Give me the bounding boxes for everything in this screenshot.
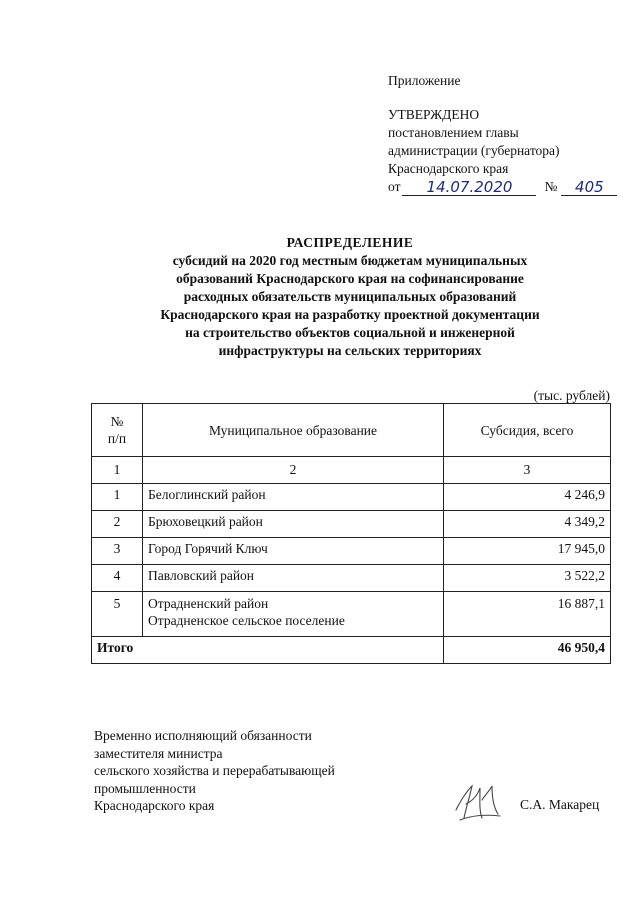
row-name: Белоглинский район	[143, 484, 444, 511]
row-amount: 3 522,2	[444, 565, 611, 592]
header-name: Муниципальное образование	[143, 404, 444, 457]
row-name-cell	[143, 592, 444, 637]
approval-line-2: администрации (губернатора)	[388, 143, 560, 158]
row-name: Павловский район	[143, 565, 444, 592]
table-row	[92, 592, 611, 637]
total-value: 46 950,4	[444, 637, 611, 664]
handwritten-date: 14.07.2020	[402, 179, 536, 196]
table-row	[92, 484, 611, 511]
row-amount: 16 887,1	[444, 592, 611, 637]
signatory-line: промышленности	[94, 780, 196, 796]
row-name: Брюховецкий район	[143, 511, 444, 538]
header-amount: Субсидия, всего	[444, 404, 611, 457]
column-index: 3	[444, 457, 611, 484]
title-line: инфраструктуры на сельских территориях	[218, 343, 482, 358]
title-main: РАСПРЕДЕЛЕНИЕ	[286, 235, 414, 250]
table-header-row	[92, 404, 611, 457]
signatory-block	[94, 727, 335, 815]
unit-label: (тыс. рублей)	[533, 388, 610, 403]
approved-label: УТВЕРЖДЕНО	[388, 107, 480, 122]
row-number: 4	[92, 565, 143, 592]
column-index: 1	[92, 457, 143, 484]
handwritten-number: 405	[561, 179, 617, 196]
row-name: Отрадненский район	[148, 596, 269, 611]
signatory-line: Временно исполняющий обязанности	[94, 728, 312, 743]
total-label: Итого	[92, 637, 444, 664]
row-name: Город Горячий Ключ	[143, 538, 444, 565]
title-line: на строительство объектов социальной и инженерной	[185, 325, 515, 340]
appendix-label: Приложение	[388, 73, 461, 88]
title-line: субсидий на 2020 год местным бюджетам муниципальных	[172, 253, 528, 268]
approval-line-1: постановлением главы	[388, 125, 519, 140]
header-number-line-1: №	[110, 414, 124, 429]
table-row	[92, 565, 611, 592]
table-row	[92, 511, 611, 538]
header-number	[92, 404, 143, 457]
handwritten-signature-icon	[452, 780, 504, 824]
total-row	[92, 637, 611, 664]
title-line: образований Краснодарского края на софинансирование	[176, 271, 524, 286]
signatory-line: заместителя министра	[94, 745, 223, 761]
row-number: 1	[92, 484, 143, 511]
row-subname: Отрадненское сельское поселение	[148, 613, 345, 628]
column-index: 2	[143, 457, 444, 484]
signatory-line: сельского хозяйства и перерабатывающей	[94, 763, 335, 778]
row-number: 5	[92, 592, 143, 637]
column-index-row	[92, 457, 611, 484]
table-row	[92, 538, 611, 565]
document-title	[100, 234, 600, 360]
header-number-line-2: п/п	[107, 431, 127, 446]
row-number: 2	[92, 511, 143, 538]
date-prefix: от	[388, 179, 401, 194]
title-line: расходных обязательств муниципальных образований	[183, 289, 517, 304]
approval-block	[388, 72, 617, 196]
approval-line-3: Краснодарского края	[388, 161, 509, 176]
row-amount: 17 945,0	[444, 538, 611, 565]
signer-name: С.А. Макарец	[520, 797, 600, 812]
date-number-line	[388, 178, 617, 196]
row-amount: 4 349,2	[444, 511, 611, 538]
number-prefix: №	[544, 179, 558, 194]
signatory-line: Краснодарского края	[94, 798, 215, 813]
subsidy-table	[91, 403, 611, 664]
row-number: 3	[92, 538, 143, 565]
row-amount: 4 246,9	[444, 484, 611, 511]
title-line: Краснодарского края на разработку проектной документации	[160, 307, 540, 322]
